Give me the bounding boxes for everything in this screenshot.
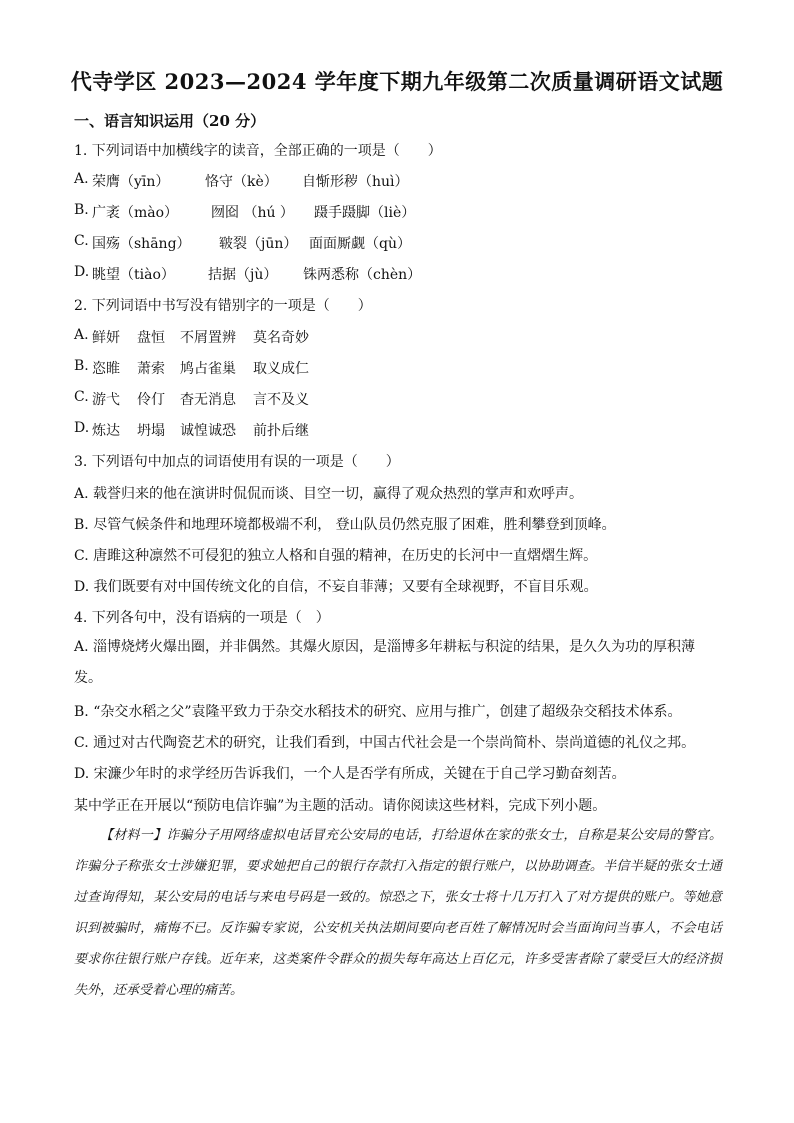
q1-option-a-item: 荣膺（yīn） (92, 174, 170, 190)
q2-option-b-item: 萧索 (137, 361, 165, 377)
q1-option-d-item: 铢两悉称（chèn） (303, 267, 422, 283)
q4-stem: 4. 下列各句中，没有语病的一项是（ ） (74, 610, 330, 626)
q4-option-a: A. 淄博烧烤火爆出圈，并非偶然。其爆火原因，是淄博多年耕耘与积淀的结果，是久久为功的厚积薄发。 (74, 639, 696, 686)
q2-option-c-item: 言不及义 (253, 392, 309, 408)
q2-option-c-item: 游弋 (92, 392, 120, 408)
q2-option-b-item: 取义成仁 (253, 361, 309, 377)
q2-option-d-item: 前扑后继 (253, 423, 309, 439)
material-one-paragraph: 【材料一】诈骗分子用网络虚拟电话冒充公安局的电话，打给退休在家的张女士，自称是某公安局的警官。诈骗分子称张女士涉嫌犯罪，要求她把自己的银行存款打入指定的银行账户，以协助调查。半信半疑的张女士通过查询得知，某公安局的电话与来电号码是一致的。惊恐之下，张女士将十几万打入了对方提供的账户。等她意识到被骗时，痛悔不已。反诈骗专家说，公安机关执法期间要向老百姓了解情况时会当面询问当事人，不会电话要求你往银行账户存钱。近年来，这类案件令群众的损失每年高达上百亿元，许多受害者除了蒙受巨大的经济损失外，还承受着心理的痛苦。 (74, 828, 722, 998)
q2-option-label: B. (74, 358, 89, 374)
q2-option-a-item: 盘恒 (137, 330, 165, 346)
q3-option-b: B. 尽管气候条件和地理环境都极端不利， 登山队员仍然克服了困难，胜利攀登到顶峰。 (74, 517, 616, 533)
q4-option-d: D. 宋濂少年时的求学经历告诉我们，一个人是否学有所成，关键在于自己学习勤奋刻苦。 (74, 766, 626, 782)
q2-option-b-item: 鸠占雀巢 (180, 361, 236, 377)
q1-option-label: B. (74, 202, 89, 218)
q1-option-c-item: 国殇（shāng） (92, 236, 191, 252)
q4-option-b: B. “杂交水稻之父”袁隆平致力于杂交水稻技术的研究、应用与推广，创建了超级杂交稻技术体系。 (74, 704, 682, 720)
q2-option-a-item: 鲜妍 (92, 330, 120, 346)
q2-option-b-item: 恣睢 (92, 361, 120, 377)
q1-option-b-item: 囫囵 （hú ） (211, 205, 294, 221)
q1-option-d-item: 眺望（tiào） (92, 267, 175, 283)
q1-option-label: A. (74, 171, 89, 187)
q2-option-c-item: 杳无消息 (180, 392, 236, 408)
reading-intro: 某中学正在开展以“预防电信诈骗”为主题的活动。请你阅读这些材料，完成下列小题。 (74, 798, 607, 814)
q2-option-a-item: 莫名奇妙 (253, 330, 309, 346)
q2-option-label: C. (74, 389, 89, 405)
q2-option-d-item: 诚惶诚恐 (180, 423, 236, 439)
q2-option-c-item: 伶仃 (137, 392, 165, 408)
q2-option-a-item: 不屑置辨 (180, 330, 236, 346)
q3-stem: 3. 下列语句中加点的词语使用有误的一项是（ ） (74, 454, 400, 470)
q1-option-c-item: 皲裂（jūn） (219, 236, 298, 252)
q3-option-c: C. 唐雎这种凛然不可侵犯的独立人格和自强的精神，在历史的长河中一直熠熠生辉。 (74, 548, 598, 564)
q2-stem: 2. 下列词语中书写没有错别字的一项是（ ） (74, 298, 372, 314)
q1-option-label: D. (74, 264, 90, 280)
page-title: 代寺学区 2023—2024 学年度下期九年级第二次质量调研语文试题 (70, 69, 724, 94)
q4-option-c: C. 通过对古代陶瓷艺术的研究，让我们看到，中国古代社会是一个崇尚简朴、崇尚道德的礼仪之邦。 (74, 735, 696, 751)
q3-option-d: D. 我们既要有对中国传统文化的自信，不妄自菲薄；又要有全球视野，不盲目乐观。 (74, 579, 598, 595)
q1-stem: 1. 下列词语中加横线字的读音，全部正确的一项是（ ） (74, 143, 442, 159)
q2-option-label: A. (74, 327, 89, 343)
q1-option-a-item: 恪守（kè） (205, 174, 278, 190)
q1-option-label: C. (74, 233, 89, 249)
q2-option-label: D. (74, 420, 90, 436)
q2-option-d-item: 坍塌 (137, 423, 165, 439)
q1-option-d-item: 拮据（jù） (208, 267, 278, 283)
q2-option-d-item: 炼达 (92, 423, 120, 439)
section-heading: 一、语言知识运用（20 分） (74, 112, 266, 130)
q1-option-b-item: 广袤（mào） (92, 205, 179, 221)
q1-option-c-item: 面面厮觑（qù） (309, 236, 411, 252)
q3-option-a: A. 载誉归来的他在演讲时侃侃而谈、目空一切，赢得了观众热烈的掌声和欢呼声。 (74, 486, 584, 502)
q1-option-b-item: 蹑手蹑脚（liè） (314, 205, 416, 221)
q1-option-a-item: 自惭形秽（huì） (302, 174, 409, 190)
